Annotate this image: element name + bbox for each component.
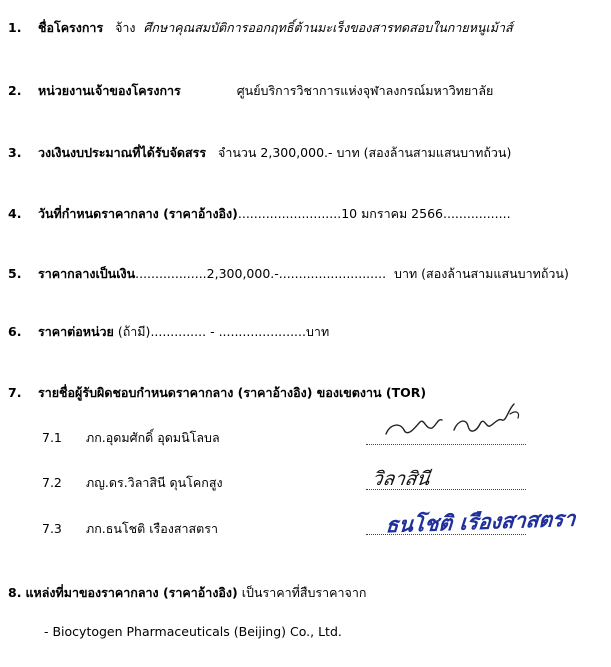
item-6 xyxy=(8,324,329,340)
committee-member xyxy=(42,475,223,491)
item-label: วันที่กำหนดราคากลาง (ราคาอ้างอิง) xyxy=(37,206,238,221)
item-8 xyxy=(8,585,366,601)
vendor-name: - Biocytogen Pharmaceuticals (Beijing) Co., Ltd. xyxy=(44,624,342,639)
item-7 xyxy=(8,385,426,401)
item-label: หน่วยงานเจ้าของโครงการ xyxy=(37,83,181,98)
item-label: ราคาต่อหน่วย xyxy=(37,324,114,339)
reference-date: 10 มกราคม 2566 xyxy=(341,206,443,221)
dots: .................. xyxy=(135,266,207,281)
item-number: 3. xyxy=(8,145,22,160)
signature-2: วิลาสินี xyxy=(370,468,432,490)
signature-1 xyxy=(380,396,530,446)
item-label-note: (ถ้ามี) xyxy=(117,324,151,339)
item-number: 7. xyxy=(8,385,22,400)
member-name: ภก.อุดมศักดิ์ อุดมนิโลบล xyxy=(86,430,220,445)
unit-price: - xyxy=(210,324,215,339)
item-5 xyxy=(8,266,569,282)
item-text-prefix: จ้าง xyxy=(115,20,136,35)
item-label: แหล่งที่มาของราคากลาง (ราคาอ้างอิง) xyxy=(25,585,238,600)
item-label: ราคากลางเป็นเงิน xyxy=(37,266,136,281)
member-number: 7.1 xyxy=(42,430,62,445)
unit-text: บาท xyxy=(305,324,330,339)
committee-member xyxy=(42,430,220,446)
item-label: ชื่อโครงการ xyxy=(37,20,104,35)
project-name: ศึกษาคุณสมบัติการออกฤทธิ์ต้านมะเร็งของสารทดสอบในกายหนูเม้าส์ xyxy=(143,20,513,35)
item-1 xyxy=(8,20,513,36)
dots: .......................... xyxy=(237,206,342,221)
source-text: เป็นราคาที่สืบราคาจาก xyxy=(241,585,367,600)
item-4 xyxy=(8,206,511,222)
item-number: 8. xyxy=(8,585,22,600)
item-number: 1. xyxy=(8,20,22,35)
vendor-line xyxy=(44,624,342,640)
item-number: 2. xyxy=(8,83,22,98)
item-3 xyxy=(8,145,511,161)
committee-member xyxy=(42,521,218,537)
item-2 xyxy=(8,83,493,99)
member-number: 7.3 xyxy=(42,521,62,536)
item-number: 5. xyxy=(8,266,22,281)
item-label: รายชื่อผู้รับผิดชอบกำหนดราคากลาง (ราคาอ้างอิง) ของเขตงาน (TOR) xyxy=(37,385,427,400)
signature-3: ธนโชติ เรืองสาสตรา xyxy=(384,505,577,538)
dots: ........................... xyxy=(278,266,387,281)
dots: ................. xyxy=(443,206,511,221)
member-name: ภก.ธนโชติ เรืองสาสตรา xyxy=(86,521,218,536)
item-label: วงเงินงบประมาณที่ได้รับจัดสรร xyxy=(37,145,207,160)
item-number: 4. xyxy=(8,206,22,221)
member-name: ภญ.ดร.วิลาสินี ดุนโคกสูง xyxy=(86,475,223,490)
median-price: 2,300,000.- xyxy=(206,266,279,281)
budget-text: จำนวน 2,300,000.- บาท (สองล้านสามแสนบาทถ้วน) xyxy=(218,145,512,160)
item-number: 6. xyxy=(8,324,22,339)
dots: .............. xyxy=(150,324,207,339)
member-number: 7.2 xyxy=(42,475,62,490)
dots: ...................... xyxy=(218,324,306,339)
price-text: บาท (สองล้านสามแสนบาทถ้วน) xyxy=(394,266,569,281)
owner-agency: ศูนย์บริการวิชาการแห่งจุฬาลงกรณ์มหาวิทยาลัย xyxy=(236,83,494,98)
